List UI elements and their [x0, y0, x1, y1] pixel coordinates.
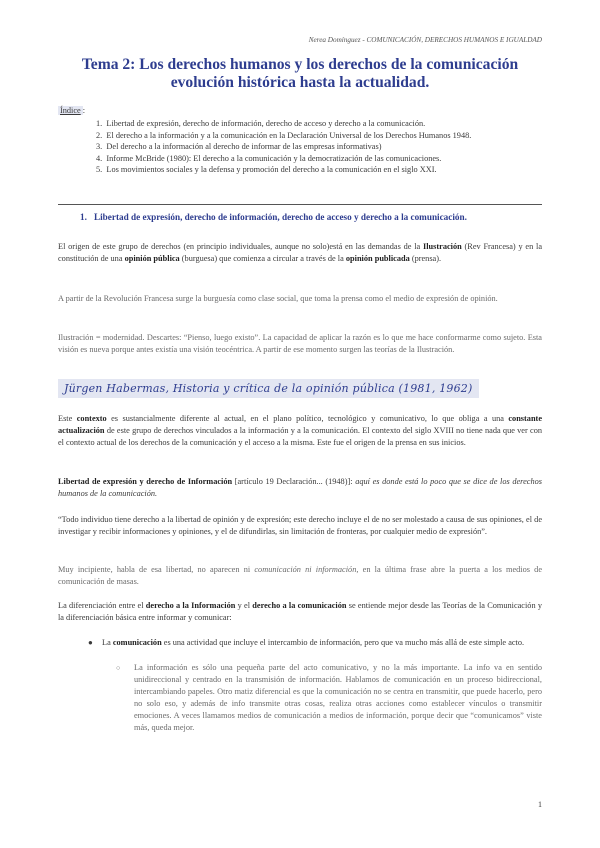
section-divider	[58, 204, 542, 205]
bold-term: derecho a la Información	[145, 601, 236, 610]
italic-run: aquí es donde está lo poco que se dice de los derechos humanos de la comunicación.	[58, 477, 542, 498]
bullet-item	[58, 637, 542, 649]
paragraph-incipient	[58, 564, 542, 588]
text-run: y el	[235, 601, 253, 610]
paragraph-ilustracion: Ilustración = modernidad. Descartes: “Pienso, luego existo”. La capacidad de aplicar la razón es lo que me hace conformarme como sujeto. Esta visión es nueva porque antes existía una visión teocéntrica. A partir de ese momento surgen las teorías de la Ilustración.	[58, 333, 542, 354]
paragraph-quote: “Todo individuo tiene derecho a la libertad de opinión y de expresión; este derecho incluye el de no ser molestado a causa de sus opiniones, el de investigar y recibir informaciones y opiniones, y el de difundirlas, sin limitación de fronteras, por cualquier medio de expresión”.	[58, 515, 542, 536]
text-run: El origen de este grupo de derechos (en principio individuales, aunque no solo)está en las demandas de la	[58, 242, 424, 251]
section-title: Libertad de expresión, derecho de información, derecho de acceso y derecho a la comunicación.	[94, 212, 467, 222]
text-run: Muy incipiente, habla de esa libertad, no aparecen ni	[58, 565, 255, 574]
toc-item	[92, 130, 542, 141]
bold-term: comunicación	[112, 638, 162, 647]
toc-item-text: Informe McBride (1980): El derecho a la comunicación y la democratización de las comunicaciones.	[106, 153, 442, 163]
paragraph-article-19	[58, 476, 542, 500]
bold-term: derecho a la comunicación	[252, 601, 347, 610]
page-title: Tema 2: Los derechos humanos y los derechos de la comunicación evolución histórica hasta la actualidad.	[81, 56, 519, 91]
toc-item	[92, 118, 542, 129]
paragraph-context	[58, 413, 542, 449]
text-run: es sustancialmente diferente al actual, en el plano político, tecnológico y comunicativo, lo que obliga a una	[106, 414, 509, 423]
toc-item	[92, 153, 542, 164]
toc-item-text: Libertad de expresión, derecho de información, derecho de acceso y derecho a la comunicación.	[106, 119, 426, 129]
page-number: 1	[538, 800, 542, 809]
sub-bullet-text: La información es sólo una pequeña parte del acto comunicativo, y no la más importante. La info va en sentido unidireccional y centrado en la transmisión de información. Hablamos de comunicación en un proceso bidireccional, intercambiando papeles. Otro matiz diferencial es que la comunicación no se centra en transmitir, que puede hacerlo, pero no solo eso, y además de info transmite otras cosas, realiza otras acciones como establecer vínculos o transmitir emociones. A veces llamamos medios de comunicación a medios de información, porque decir que “comunicamos” viste más, queda mejor.	[134, 663, 542, 732]
toc-item-number: 1.	[96, 119, 103, 129]
handwritten-reference: Jürgen Habermas, Historia y crítica de la opinión pública (1981, 1962)	[58, 379, 479, 398]
text-run: (prensa).	[409, 254, 442, 263]
bold-term: constante actualización	[58, 414, 543, 435]
toc-label: Índice	[60, 106, 81, 115]
text-run: [artículo 19 Declaración... (1948)]:	[232, 477, 356, 486]
text-run: se entiende mejor desde las Teorías de la Comunicación y la diferenciación básica entre informar y comunicar:	[58, 601, 542, 622]
bold-term: contexto	[76, 414, 107, 423]
toc-colon: :	[82, 106, 86, 115]
hollow-circle-bullet-icon: ○	[116, 664, 121, 672]
toc-item	[92, 141, 542, 152]
text-run: es una actividad que incluye el intercambio de información, pero que va mucho más allá de este simple acto.	[161, 638, 525, 647]
text-run: Este	[58, 414, 77, 423]
toc-item-number: 5.	[96, 165, 103, 175]
text-run: La diferenciación entre el	[58, 601, 146, 610]
italic-run: comunicación ni información	[254, 565, 357, 574]
page-header: Nerea Domínguez - COMUNICACIÓN, DERECHOS HUMANOS E IGUALDAD	[308, 36, 542, 44]
bold-term: Ilustración	[423, 242, 462, 251]
bold-term: Libertad de expresión y derecho de Información	[58, 477, 233, 486]
toc-item-text: Del derecho a la información al derecho de informar de las empresas informativas)	[106, 142, 382, 152]
toc-item-number: 3.	[96, 142, 103, 152]
text-run: La	[102, 638, 113, 647]
text-run: (burguesa) que comienza a circular a través de la	[179, 254, 346, 263]
paragraph-origin	[58, 241, 542, 265]
toc-item-number: 2.	[96, 130, 103, 140]
bold-term: opinión pública	[124, 254, 180, 263]
toc-item	[92, 164, 542, 175]
sub-bullet-item	[58, 662, 542, 734]
toc-item-number: 4.	[96, 153, 103, 163]
bullet-dot-icon: ●	[88, 638, 93, 647]
text-run: , en la última frase abre la puerta a los medios de comunicación de masas.	[58, 565, 543, 586]
paragraph-revolution: A partir de la Revolución Francesa surge la burguesía como clase social, que toma la prensa como el medio de expresión de opinión.	[58, 294, 498, 303]
text-run: (Rev Francesa) y en la constitución de una	[58, 242, 542, 263]
toc-item-text: El derecho a la información y a la comunicación en la Declaración Universal de los Derechos Humanos 1948.	[106, 130, 472, 140]
section-heading	[58, 211, 542, 223]
bold-term: opinión publicada	[345, 254, 410, 263]
toc-item-text: Los movimientos sociales y la defensa y promoción del derecho a la comunicación en el siglo XXI.	[106, 165, 437, 175]
text-run: de este grupo de derechos vinculados a la información y a la comunicación. El contexto del siglo XVIII no tiene nada que ver con el contexto actual de los derechos de la comunicación y el acceso a la misma. Este fue el origen de la prensa en sus inicios.	[58, 426, 542, 447]
table-of-contents	[58, 105, 542, 175]
section-number: 1.	[80, 212, 87, 222]
paragraph-differentiation	[58, 600, 542, 624]
bullet-text	[102, 637, 542, 649]
